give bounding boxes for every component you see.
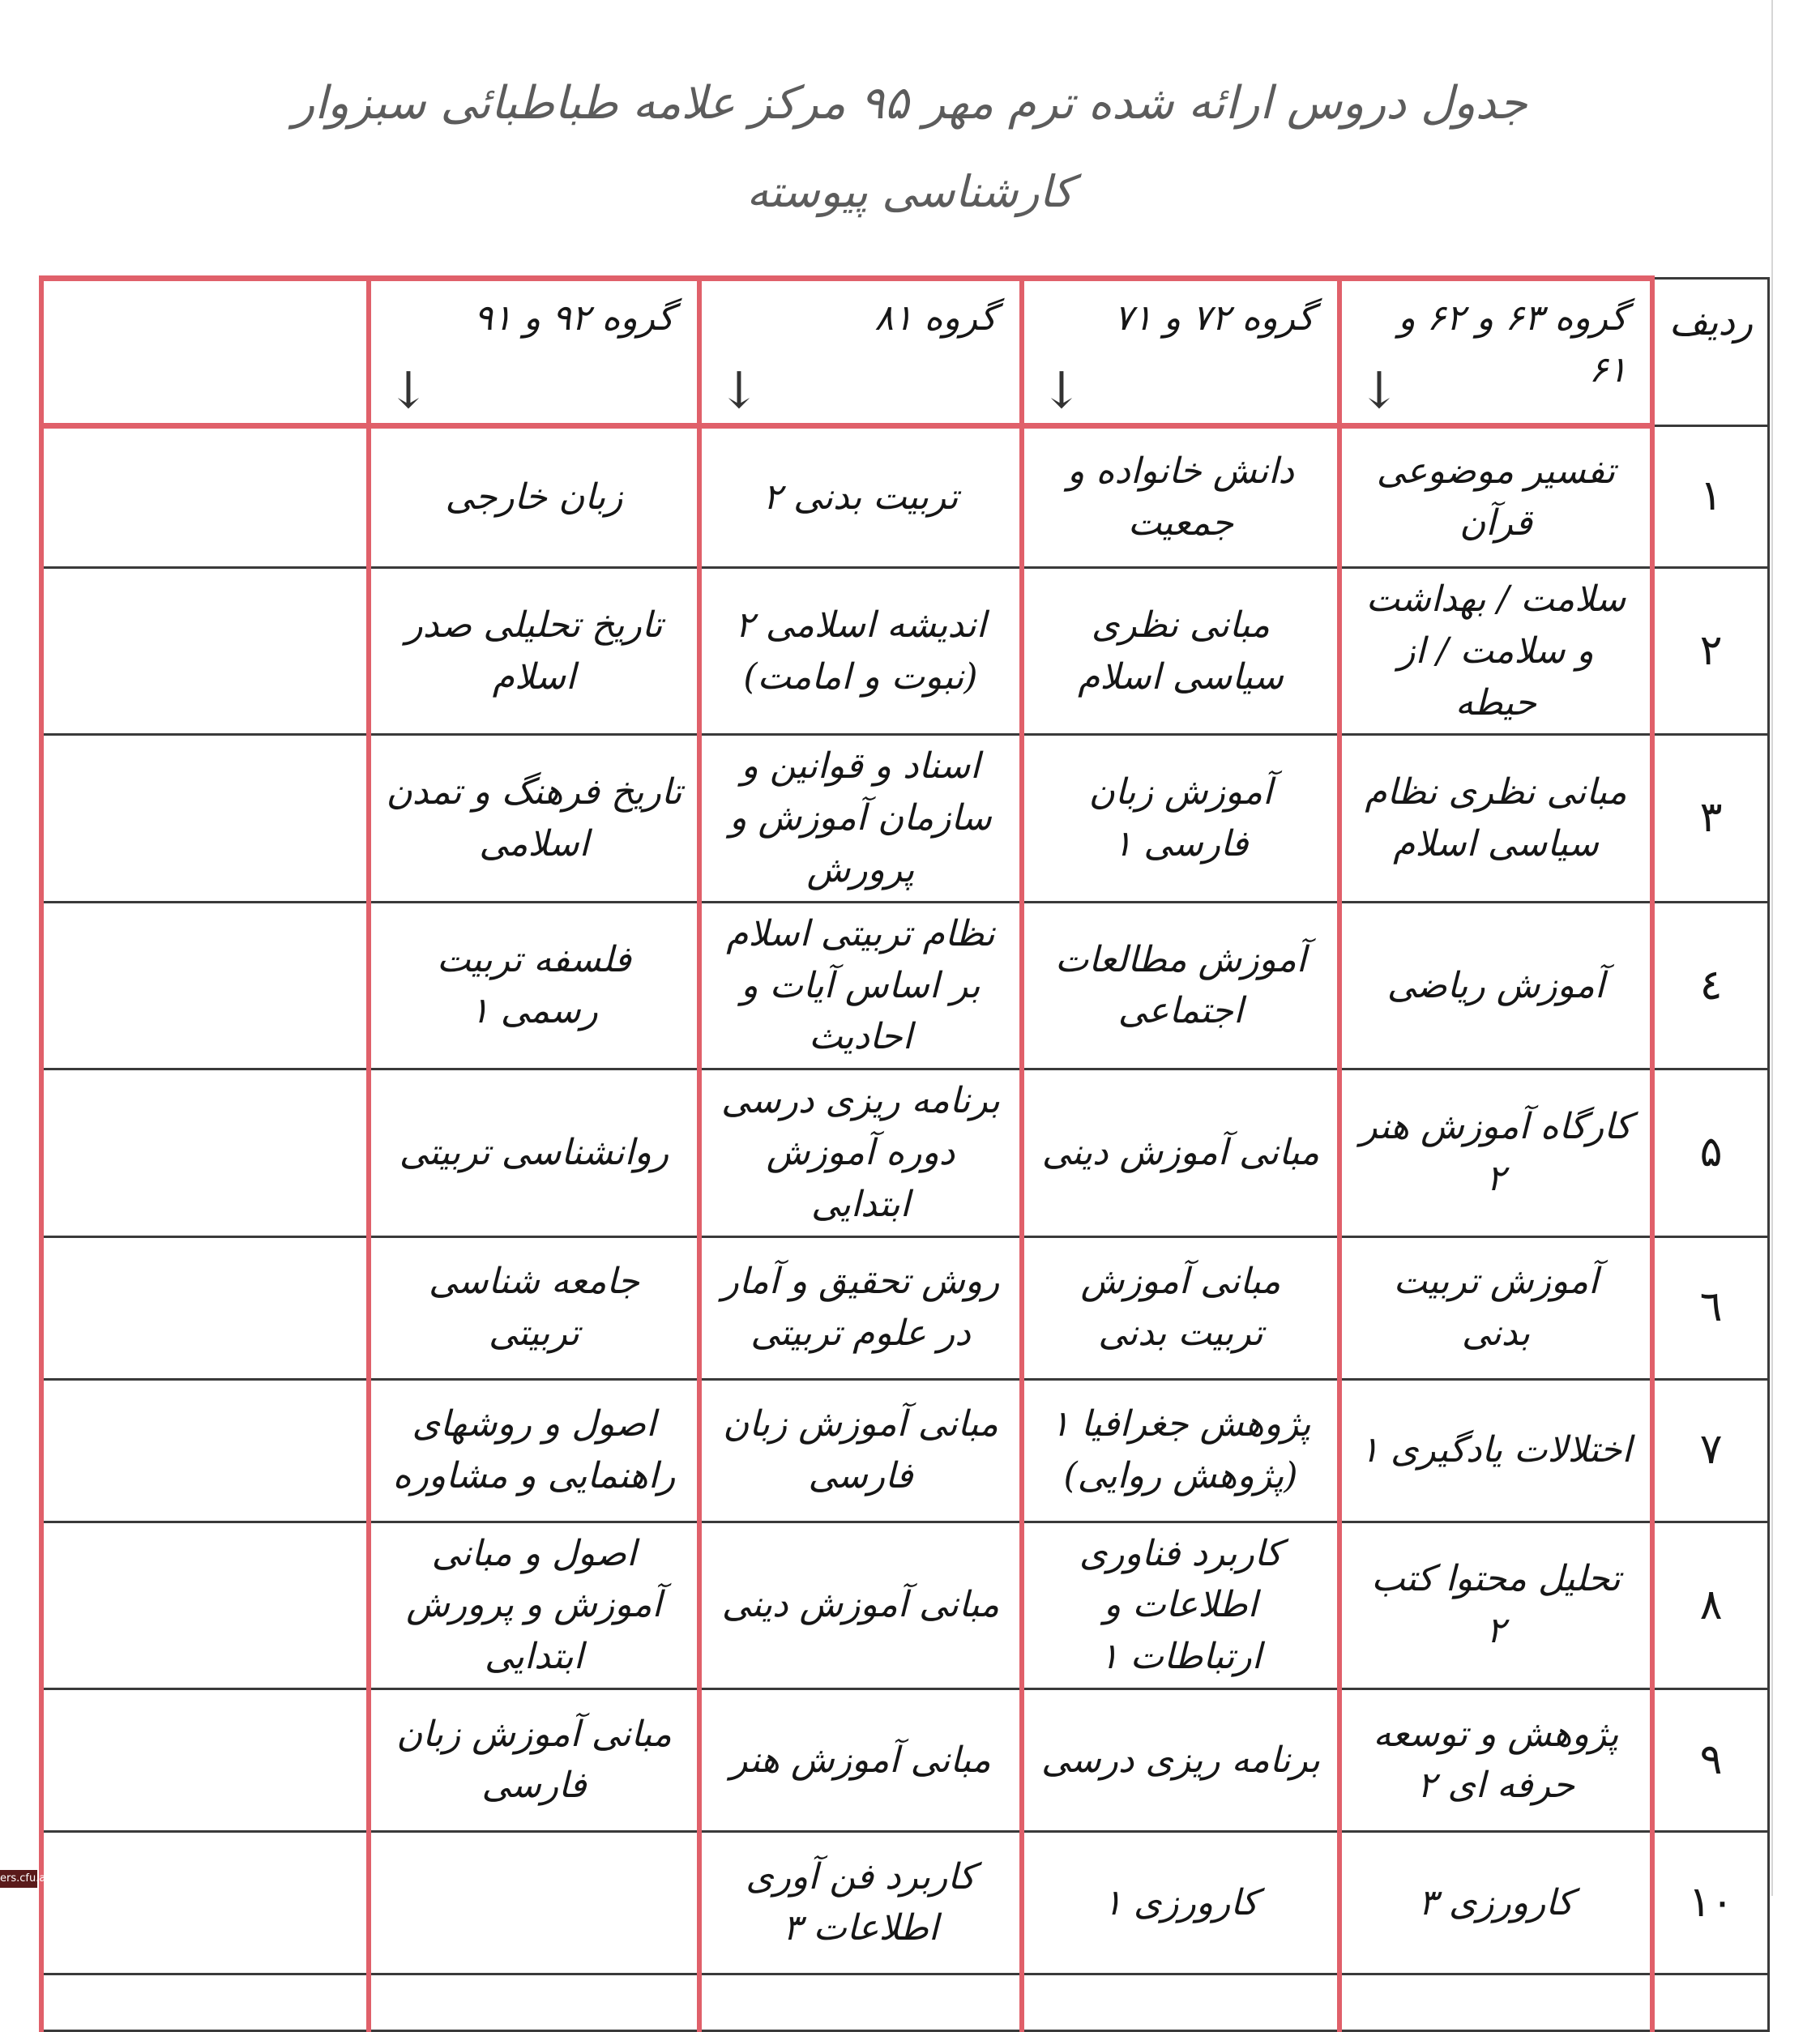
table-header-row [41,279,1769,426]
course-cell: پژوهش جغرافیا ۱ (پژوهش روایی) [1022,1379,1339,1522]
table-row [41,1069,1769,1236]
course-cell: کارورزی ۳ [1339,1831,1652,1974]
empty-cell [41,735,369,902]
course-cell: مبانی آموزش دینی [1022,1069,1339,1236]
down-arrow-icon: ↓ [1040,361,1083,420]
empty-cell [1339,1974,1652,2030]
course-cell: تاریخ تحلیلی صدر اسلام [369,568,699,735]
empty-cell [699,1974,1022,2030]
course-cell: مبانی آموزش زبان فارسی [369,1688,699,1831]
page-edge [1771,0,1773,1896]
course-cell: تفسیر موضوعی قرآن [1339,426,1652,568]
source-badge: ers.cfu.ac.ir [0,1870,37,1888]
course-cell: تاریخ فرهنگ و تمدن اسلامی [369,735,699,902]
row-number: ۵ [1652,1069,1769,1236]
course-cell: فلسفه تربیت رسمی ۱ [369,902,699,1069]
table-row [41,1236,1769,1379]
course-cell: کارورزی ۱ [1022,1831,1339,1974]
course-cell: کاربرد فناوری اطلاعات و ارتباطات ۱ [1022,1522,1339,1688]
empty-cell [41,1069,369,1236]
course-cell: مبانی آموزش تربیت بدنی [1022,1236,1339,1379]
course-cell: روش تحقیق و آمار در علوم تربیتی [699,1236,1022,1379]
empty-cell [41,1974,369,2030]
table-row [41,902,1769,1069]
column-header-group-81: گروه ۸۱ ↓ [699,279,1022,426]
course-cell: اسناد و قوانین و سازمان آموزش و پرورش [699,735,1022,902]
course-cell: دانش خانواده و جمعیت [1022,426,1339,568]
course-cell: آموزش مطالعات اجتماعی [1022,902,1339,1069]
empty-cell [1022,1974,1339,2030]
course-cell: روانشناسی تربیتی [369,1069,699,1236]
row-number: ۲ [1652,568,1769,735]
course-cell: تحلیل محتوا کتب ۲ [1339,1522,1652,1688]
course-cell: جامعه شناسی تربیتی [369,1236,699,1379]
row-number: ۸ [1652,1522,1769,1688]
course-cell: پژوهش و توسعه حرفه ای ۲ [1339,1688,1652,1831]
course-cell: تربیت بدنی ۲ [699,426,1022,568]
table-row [41,1831,1769,1974]
course-cell: مبانی آموزش هنر [699,1688,1022,1831]
table-row [41,426,1769,568]
course-cell: برنامه ریزی درسی [1022,1688,1339,1831]
down-arrow-icon: ↓ [387,361,429,420]
down-arrow-icon: ↓ [1358,361,1400,420]
empty-cell [41,1831,369,1974]
empty-cell [369,1974,699,2030]
empty-cell [41,902,369,1069]
column-header-group-61-63: گروه ۶۳ و ۶۲ و ۶۱ ↓ [1339,279,1652,426]
table-row [41,735,1769,902]
course-cell: کاربرد فن آوری اطلاعات ۳ [699,1831,1022,1974]
row-number: ۳ [1652,735,1769,902]
course-cell: زبان خارجی [369,426,699,568]
course-cell: مبانی آموزش زبان فارسی [699,1379,1022,1522]
table-row-empty [41,1974,1769,2030]
course-cell: آموزش زبان فارسی ۱ [1022,735,1339,902]
row-number: ۹ [1652,1688,1769,1831]
course-cell: برنامه ریزی درسی دوره آموزش ابتدایی [699,1069,1022,1236]
empty-cell [41,1379,369,1522]
row-number: ۷ [1652,1379,1769,1522]
course-cell: نظام تربیتی اسلام بر اساس آیات و احادیث [699,902,1022,1069]
course-cell: آموزش تربیت بدنی [1339,1236,1652,1379]
empty-cell [41,1236,369,1379]
course-cell: مبانی نظری نظام سیاسی اسلام [1339,735,1652,902]
table-row [41,1379,1769,1522]
row-number: ٤ [1652,902,1769,1069]
course-cell: مبانی نظری سیاسی اسلام [1022,568,1339,735]
course-table [39,275,1770,2032]
course-cell: آموزش ریاضی [1339,902,1652,1069]
column-header-group-91-92: گروه ۹۲ و ۹۱ ↓ [369,279,699,426]
course-cell: مبانی آموزش دینی [699,1522,1022,1688]
row-number: ۱ [1652,426,1769,568]
column-header-group-71-72: گروه ۷۲ و ۷۱ ↓ [1022,279,1339,426]
down-arrow-icon: ↓ [718,361,760,420]
table-row [41,1688,1769,1831]
row-number-header: ردیف [1652,279,1769,426]
course-cell: اختلالات یادگیری ۱ [1339,1379,1652,1522]
empty-cell [41,1522,369,1688]
course-cell: اصول و مبانی آموزش و پرورش ابتدایی [369,1522,699,1688]
table-row [41,568,1769,735]
row-number: ٦ [1652,1236,1769,1379]
course-cell: اصول و روشهای راهنمایی و مشاوره [369,1379,699,1522]
course-cell: کارگاه آموزش هنر ۲ [1339,1069,1652,1236]
table-row [41,1522,1769,1688]
column-header-empty [41,279,369,426]
empty-cell [41,1688,369,1831]
page-subtitle: کارشناسی پیوسته [746,166,1074,217]
row-number [1652,1974,1769,2030]
course-cell: اندیشه اسلامی ۲ (نبوت و امامت) [699,568,1022,735]
empty-cell [41,426,369,568]
empty-cell [41,568,369,735]
course-cell: سلامت / بهداشت و سلامت / از حیطه [1339,568,1652,735]
page-title: جدول دروس ارائه شده ترم مهر ۹۵ مرکز علامه طباطبائی سبزوار [293,77,1527,130]
row-number: ۱۰ [1652,1831,1769,1974]
course-cell [369,1831,699,1974]
